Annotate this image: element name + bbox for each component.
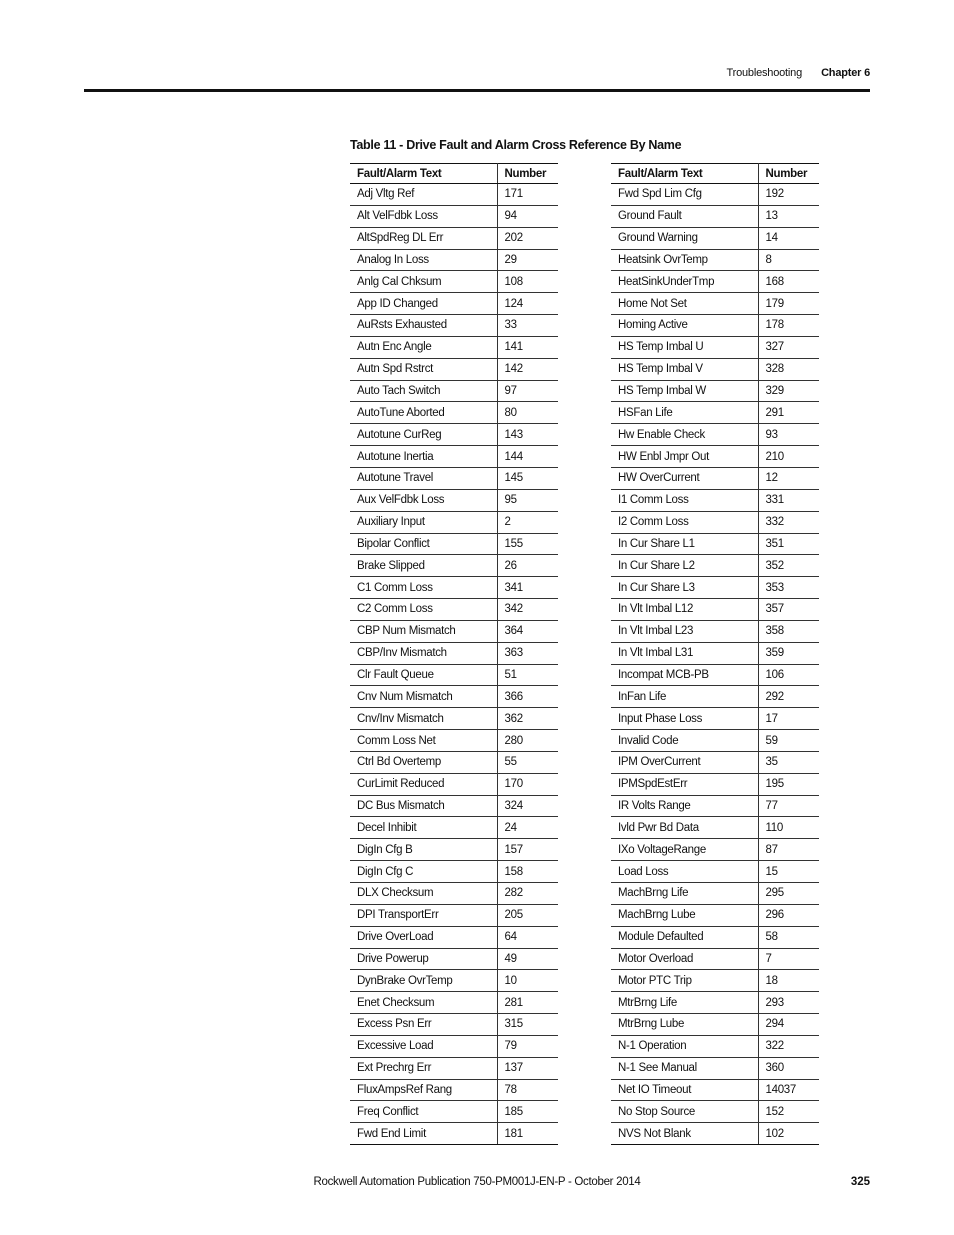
fault-number-cell: 362 [497,708,558,730]
table-row [611,861,819,883]
cross-reference-table-right [611,163,819,1145]
table-row [350,839,558,861]
fault-number-cell: 80 [497,402,558,424]
fault-number-cell: 364 [497,620,558,642]
table-row [611,446,819,468]
table-row [611,730,819,752]
fault-number-cell: 29 [497,249,558,271]
fault-alarm-text-cell: HS Temp Imbal W [611,380,758,402]
table-row [611,795,819,817]
table-row [611,686,819,708]
table-row [611,620,819,642]
fault-number-cell: 181 [497,1123,558,1145]
fault-alarm-text-cell: HSFan Life [611,402,758,424]
table-row [611,708,819,730]
table-row [611,817,819,839]
fault-number-cell: 95 [497,489,558,511]
fault-alarm-text-cell: Hw Enable Check [611,424,758,446]
table-row [350,489,558,511]
table-row [350,227,558,249]
fault-number-cell: 8 [758,249,819,271]
fault-alarm-text-cell: Decel Inhibit [350,817,497,839]
fault-number-cell: 12 [758,467,819,489]
fault-number-cell: 110 [758,817,819,839]
fault-alarm-text-cell: HeatSinkUnderTmp [611,271,758,293]
fault-number-cell: 282 [497,883,558,905]
table-row [350,883,558,905]
fault-alarm-text-cell: In Cur Share L3 [611,577,758,599]
fault-number-cell: 178 [758,315,819,337]
fault-alarm-text-cell: Auto Tach Switch [350,380,497,402]
table-row [611,336,819,358]
fault-number-cell: 280 [497,730,558,752]
fault-number-cell: 292 [758,686,819,708]
table-row [611,1014,819,1036]
fault-number-cell: 77 [758,795,819,817]
fault-number-cell: 155 [497,533,558,555]
table-row [611,839,819,861]
fault-alarm-text-cell: HW Enbl Jmpr Out [611,446,758,468]
fault-alarm-text-cell: CBP/Inv Mismatch [350,642,497,664]
fault-number-cell: 145 [497,467,558,489]
table-row [350,424,558,446]
fault-number-cell: 363 [497,642,558,664]
fault-number-cell: 102 [758,1123,819,1145]
table-row [611,664,819,686]
fault-alarm-text-cell: Homing Active [611,315,758,337]
fault-number-cell: 55 [497,751,558,773]
table-row [350,773,558,795]
fault-alarm-text-cell: Ext Prechrg Err [350,1057,497,1079]
fault-alarm-text-cell: Aux VelFdbk Loss [350,489,497,511]
table-body [611,184,819,1145]
table-row [350,861,558,883]
column-header-text: Fault/Alarm Text [350,164,497,184]
table-row [350,511,558,533]
fault-number-cell: 293 [758,992,819,1014]
fault-alarm-text-cell: Incompat MCB-PB [611,664,758,686]
table-row [350,642,558,664]
table-row [350,686,558,708]
column-header-text: Fault/Alarm Text [611,164,758,184]
fault-alarm-text-cell: Alt VelFdbk Loss [350,205,497,227]
table-row [350,1014,558,1036]
fault-number-cell: 171 [497,184,558,206]
fault-number-cell: 87 [758,839,819,861]
table-row [611,1123,819,1145]
fault-alarm-text-cell: In Vlt Imbal L12 [611,599,758,621]
table-row [611,751,819,773]
fault-number-cell: 51 [497,664,558,686]
table-row [611,577,819,599]
fault-number-cell: 59 [758,730,819,752]
fault-number-cell: 331 [758,489,819,511]
fault-alarm-text-cell: Analog In Loss [350,249,497,271]
column-header-number: Number [758,164,819,184]
table-row [611,293,819,315]
fault-alarm-text-cell: Fwd Spd Lim Cfg [611,184,758,206]
fault-number-cell: 170 [497,773,558,795]
table-row [611,1035,819,1057]
fault-number-cell: 14 [758,227,819,249]
table-row [611,511,819,533]
fault-alarm-text-cell: Module Defaulted [611,926,758,948]
table-row [350,1123,558,1145]
table-row [350,402,558,424]
fault-number-cell: 185 [497,1101,558,1123]
table-row [611,904,819,926]
fault-number-cell: 152 [758,1101,819,1123]
table-row [611,271,819,293]
fault-alarm-text-cell: HS Temp Imbal V [611,358,758,380]
page-number: 325 [850,1176,870,1188]
fault-alarm-text-cell: Cnv/Inv Mismatch [350,708,497,730]
fault-alarm-text-cell: Excessive Load [350,1035,497,1057]
fault-alarm-text-cell: I2 Comm Loss [611,511,758,533]
fault-number-cell: 202 [497,227,558,249]
fault-number-cell: 341 [497,577,558,599]
fault-alarm-text-cell: MtrBrng Lube [611,1014,758,1036]
fault-alarm-text-cell: Autotune Inertia [350,446,497,468]
table-row [350,555,558,577]
table-row [611,249,819,271]
fault-alarm-text-cell: Freq Conflict [350,1101,497,1123]
table-row [350,1057,558,1079]
fault-alarm-text-cell: Fwd End Limit [350,1123,497,1145]
table-row [350,992,558,1014]
table-row [350,948,558,970]
fault-number-cell: 352 [758,555,819,577]
fault-number-cell: 327 [758,336,819,358]
fault-alarm-text-cell: Brake Slipped [350,555,497,577]
fault-number-cell: 7 [758,948,819,970]
fault-alarm-text-cell: DigIn Cfg B [350,839,497,861]
table-row [350,730,558,752]
fault-alarm-text-cell: FluxAmpsRef Rang [350,1079,497,1101]
table-row [350,358,558,380]
fault-number-cell: 351 [758,533,819,555]
fault-alarm-text-cell: DynBrake OvrTemp [350,970,497,992]
fault-number-cell: 142 [497,358,558,380]
fault-alarm-text-cell: Autotune CurReg [350,424,497,446]
table-row [350,904,558,926]
fault-alarm-text-cell: AutoTune Aborted [350,402,497,424]
table-row [611,380,819,402]
fault-alarm-text-cell: C1 Comm Loss [350,577,497,599]
fault-number-cell: 64 [497,926,558,948]
fault-alarm-text-cell: MtrBrng Life [611,992,758,1014]
fault-number-cell: 192 [758,184,819,206]
table-row [611,489,819,511]
column-header-number: Number [497,164,558,184]
fault-alarm-text-cell: Autotune Travel [350,467,497,489]
fault-alarm-text-cell: IPM OverCurrent [611,751,758,773]
fault-alarm-text-cell: InFan Life [611,686,758,708]
fault-number-cell: 315 [497,1014,558,1036]
fault-number-cell: 360 [758,1057,819,1079]
table-row [611,358,819,380]
fault-number-cell: 329 [758,380,819,402]
table-row [611,402,819,424]
table-header-row [611,164,819,184]
fault-alarm-text-cell: AltSpdReg DL Err [350,227,497,249]
table-caption: Table 11 - Drive Fault and Alarm Cross Reference By Name [350,138,682,152]
table-row [611,533,819,555]
table-row [350,817,558,839]
fault-number-cell: 281 [497,992,558,1014]
fault-number-cell: 26 [497,555,558,577]
table-row [350,577,558,599]
fault-number-cell: 210 [758,446,819,468]
table-row [350,380,558,402]
table-row [350,315,558,337]
table-row [350,249,558,271]
table-row [611,184,819,206]
table-row [350,664,558,686]
fault-number-cell: 108 [497,271,558,293]
table-row [350,293,558,315]
table-row [611,883,819,905]
table-body [350,184,558,1145]
table-row [611,992,819,1014]
table-row [611,205,819,227]
table-row [611,1101,819,1123]
fault-alarm-text-cell: HW OverCurrent [611,467,758,489]
table-row [611,227,819,249]
fault-alarm-text-cell: Adj Vltg Ref [350,184,497,206]
fault-alarm-text-cell: Cnv Num Mismatch [350,686,497,708]
fault-alarm-text-cell: App ID Changed [350,293,497,315]
fault-alarm-text-cell: N-1 See Manual [611,1057,758,1079]
fault-alarm-text-cell: Ground Warning [611,227,758,249]
table-row [611,555,819,577]
fault-number-cell: 124 [497,293,558,315]
fault-alarm-text-cell: DC Bus Mismatch [350,795,497,817]
fault-number-cell: 295 [758,883,819,905]
table-row [350,446,558,468]
fault-number-cell: 94 [497,205,558,227]
fault-number-cell: 141 [497,336,558,358]
fault-number-cell: 97 [497,380,558,402]
fault-alarm-text-cell: In Cur Share L2 [611,555,758,577]
footer-publication: Rockwell Automation Publication 750-PM001J-EN-P - October 2014 [313,1176,641,1188]
table-row [350,1079,558,1101]
fault-number-cell: 49 [497,948,558,970]
fault-number-cell: 332 [758,511,819,533]
table-row [611,948,819,970]
table-row [611,642,819,664]
table-row [611,1057,819,1079]
fault-number-cell: 324 [497,795,558,817]
fault-number-cell: 78 [497,1079,558,1101]
fault-alarm-text-cell: DPI TransportErr [350,904,497,926]
table-row [350,926,558,948]
fault-alarm-text-cell: MachBrng Life [611,883,758,905]
fault-alarm-text-cell: Autn Spd Rstrct [350,358,497,380]
cross-reference-table-left [350,163,558,1145]
table-row [350,467,558,489]
fault-number-cell: 24 [497,817,558,839]
table-header-row [350,164,558,184]
table-row [611,970,819,992]
fault-alarm-text-cell: MachBrng Lube [611,904,758,926]
fault-alarm-text-cell: Net IO Timeout [611,1079,758,1101]
fault-alarm-text-cell: Input Phase Loss [611,708,758,730]
table-row [611,315,819,337]
fault-alarm-text-cell: I1 Comm Loss [611,489,758,511]
fault-alarm-text-cell: Drive Powerup [350,948,497,970]
fault-number-cell: 205 [497,904,558,926]
fault-alarm-text-cell: Invalid Code [611,730,758,752]
table-row [611,926,819,948]
fault-alarm-text-cell: Comm Loss Net [350,730,497,752]
fault-alarm-text-cell: Load Loss [611,861,758,883]
table-row [350,599,558,621]
fault-number-cell: 322 [758,1035,819,1057]
running-header-section: Troubleshooting [726,67,802,79]
fault-alarm-text-cell: In Cur Share L1 [611,533,758,555]
header-rule [84,89,870,92]
table-row [350,751,558,773]
fault-number-cell: 359 [758,642,819,664]
table-row [350,336,558,358]
table-row [350,970,558,992]
fault-number-cell: 157 [497,839,558,861]
fault-number-cell: 2 [497,511,558,533]
fault-number-cell: 195 [758,773,819,795]
table-row [611,599,819,621]
table-row [611,424,819,446]
fault-alarm-text-cell: Motor Overload [611,948,758,970]
fault-alarm-text-cell: CBP Num Mismatch [350,620,497,642]
fault-alarm-text-cell: DLX Checksum [350,883,497,905]
table-row [611,467,819,489]
fault-alarm-text-cell: Ivld Pwr Bd Data [611,817,758,839]
table-row [350,1101,558,1123]
fault-alarm-text-cell: C2 Comm Loss [350,599,497,621]
fault-alarm-text-cell: HS Temp Imbal U [611,336,758,358]
fault-alarm-text-cell: Motor PTC Trip [611,970,758,992]
fault-number-cell: 328 [758,358,819,380]
fault-alarm-text-cell: Drive OverLoad [350,926,497,948]
table-row [350,184,558,206]
table-row [350,620,558,642]
fault-number-cell: 353 [758,577,819,599]
fault-alarm-text-cell: Ctrl Bd Overtemp [350,751,497,773]
fault-alarm-text-cell: NVS Not Blank [611,1123,758,1145]
table-row [611,773,819,795]
table-row [611,1079,819,1101]
fault-number-cell: 291 [758,402,819,424]
fault-alarm-text-cell: Autn Enc Angle [350,336,497,358]
fault-number-cell: 366 [497,686,558,708]
fault-number-cell: 35 [758,751,819,773]
fault-number-cell: 179 [758,293,819,315]
fault-alarm-text-cell: Bipolar Conflict [350,533,497,555]
fault-alarm-text-cell: IXo VoltageRange [611,839,758,861]
fault-alarm-text-cell: Anlg Cal Chksum [350,271,497,293]
fault-number-cell: 14037 [758,1079,819,1101]
fault-alarm-text-cell: In Vlt Imbal L23 [611,620,758,642]
fault-number-cell: 93 [758,424,819,446]
table-row [350,795,558,817]
fault-alarm-text-cell: Clr Fault Queue [350,664,497,686]
fault-alarm-text-cell: Ground Fault [611,205,758,227]
table-row [350,205,558,227]
fault-number-cell: 358 [758,620,819,642]
fault-alarm-text-cell: IPMSpdEstErr [611,773,758,795]
fault-alarm-text-cell: Auxiliary Input [350,511,497,533]
running-header-chapter: Chapter 6 [821,67,870,79]
table-row [350,533,558,555]
fault-number-cell: 158 [497,861,558,883]
fault-alarm-text-cell: CurLimit Reduced [350,773,497,795]
table-row [350,1035,558,1057]
fault-alarm-text-cell: Enet Checksum [350,992,497,1014]
fault-alarm-text-cell: In Vlt Imbal L31 [611,642,758,664]
fault-number-cell: 79 [497,1035,558,1057]
fault-number-cell: 357 [758,599,819,621]
fault-alarm-text-cell: AuRsts Exhausted [350,315,497,337]
fault-alarm-text-cell: Heatsink OvrTemp [611,249,758,271]
fault-number-cell: 13 [758,205,819,227]
fault-number-cell: 137 [497,1057,558,1079]
fault-number-cell: 143 [497,424,558,446]
fault-number-cell: 10 [497,970,558,992]
fault-number-cell: 15 [758,861,819,883]
fault-alarm-text-cell: IR Volts Range [611,795,758,817]
fault-number-cell: 106 [758,664,819,686]
fault-number-cell: 18 [758,970,819,992]
fault-alarm-text-cell: DigIn Cfg C [350,861,497,883]
fault-number-cell: 17 [758,708,819,730]
fault-alarm-text-cell: No Stop Source [611,1101,758,1123]
fault-number-cell: 33 [497,315,558,337]
fault-number-cell: 144 [497,446,558,468]
fault-number-cell: 168 [758,271,819,293]
table-row [350,708,558,730]
fault-alarm-text-cell: Home Not Set [611,293,758,315]
fault-alarm-text-cell: N-1 Operation [611,1035,758,1057]
fault-number-cell: 342 [497,599,558,621]
fault-alarm-text-cell: Excess Psn Err [350,1014,497,1036]
table-row [350,271,558,293]
fault-number-cell: 58 [758,926,819,948]
fault-number-cell: 296 [758,904,819,926]
fault-number-cell: 294 [758,1014,819,1036]
